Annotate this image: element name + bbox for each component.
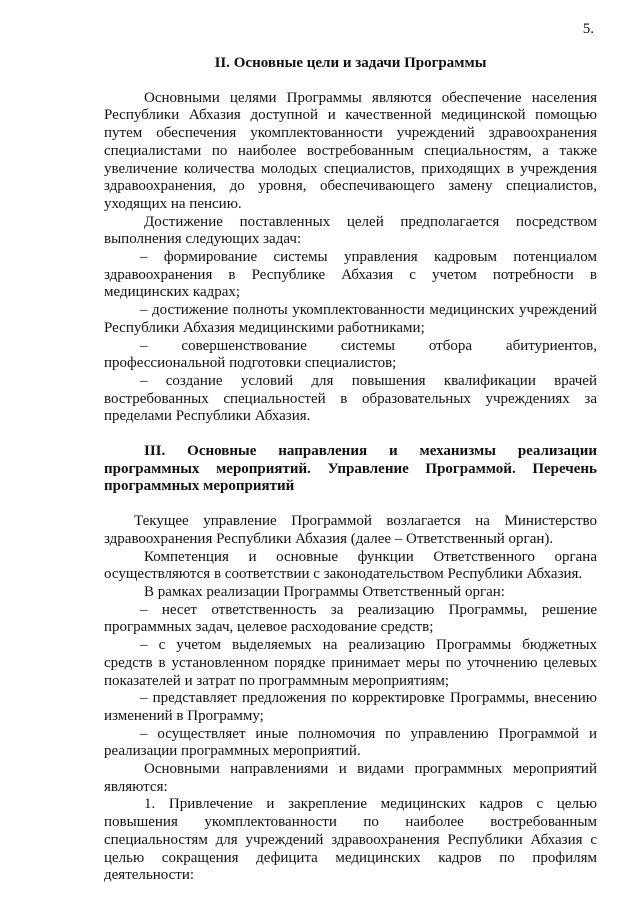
task-item: – создание условий для повышения квалификации врачей востребованных специальностей в образовательных учреждениях за пределами Республики Абхазия. [104, 372, 597, 425]
section-2-heading: II. Основные цели и задачи Программы [214, 55, 487, 71]
directions-intro-paragraph: Основными направлениями и видами программных мероприятий являются: [104, 761, 597, 795]
responsible-body-paragraph: В рамках реализации Программы Ответственный орган: [144, 583, 505, 600]
task-item: – достижение полноты укомплектованности медицинских учреждений Республики Абхазия медицинскими работниками; [104, 302, 597, 336]
duty-item: – несет ответственность за реализацию Программы, решение программных задач, целевое расходование средств; [104, 601, 597, 636]
duty-item: – осуществляет иные полномочия по управлению Программой и реализации программных мероприятий. [104, 725, 597, 760]
page-number: 5. [582, 21, 594, 37]
duty-item: – представляет предложения по корректировке Программы, внесению изменений в Программу; [104, 690, 597, 724]
management-intro-paragraph: Текущее управление Программой возлагается на Министерство здравоохранения Республики Абхазия (далее – Ответственный орган). [104, 513, 597, 547]
direction-item-1: 1. Привлечение и закрепление медицинских кадров с целью повышения укомплектованности по наиболее востребованным специальностям для учреждений здравоохранения Республики Абхазия с целью сокращения дефицита медицинских кадров по профилям деятельности: [104, 796, 597, 884]
task-item: – формирование системы управления кадровым потенциалом здравоохранения в Республике Абхазия с учетом потребности в медицинских кадрах; [104, 249, 597, 301]
tasks-intro-paragraph: Достижение поставленных целей предполагается посредством выполнения следующих задач: [104, 213, 597, 248]
competence-paragraph: Компетенция и основные функции Ответственного органа осуществляются в соответствии с законодательством Республики Абхазия. [104, 548, 597, 583]
duty-item: – с учетом выделяемых на реализацию Программы бюджетных средств в установленном порядке принимает меры по уточнению целевых показателей и затрат по программным мероприятиям; [104, 637, 597, 689]
goals-paragraph: Основными целями Программы являются обеспечение населения Республики Абхазия доступной и качественной медицинской помощью путем обеспечения укомплектованности учреждений здравоохранения специалистами по наиболее востребованным специальностям, а также увеличение количества молодых специалистов, приходящих в учреждения здравоохранения, до уровня, обеспечивающего замену специалистов, уходящих на пенсию. [104, 89, 597, 212]
document-body [104, 55, 597, 885]
task-item: – совершенствование системы отбора абитуриентов, профессиональной подготовки специалистов; [104, 337, 597, 372]
section-3-heading: III. Основные направления и механизмы реализации программных мероприятий. Управление Программой. Перечень программных мероприятий [104, 443, 597, 495]
